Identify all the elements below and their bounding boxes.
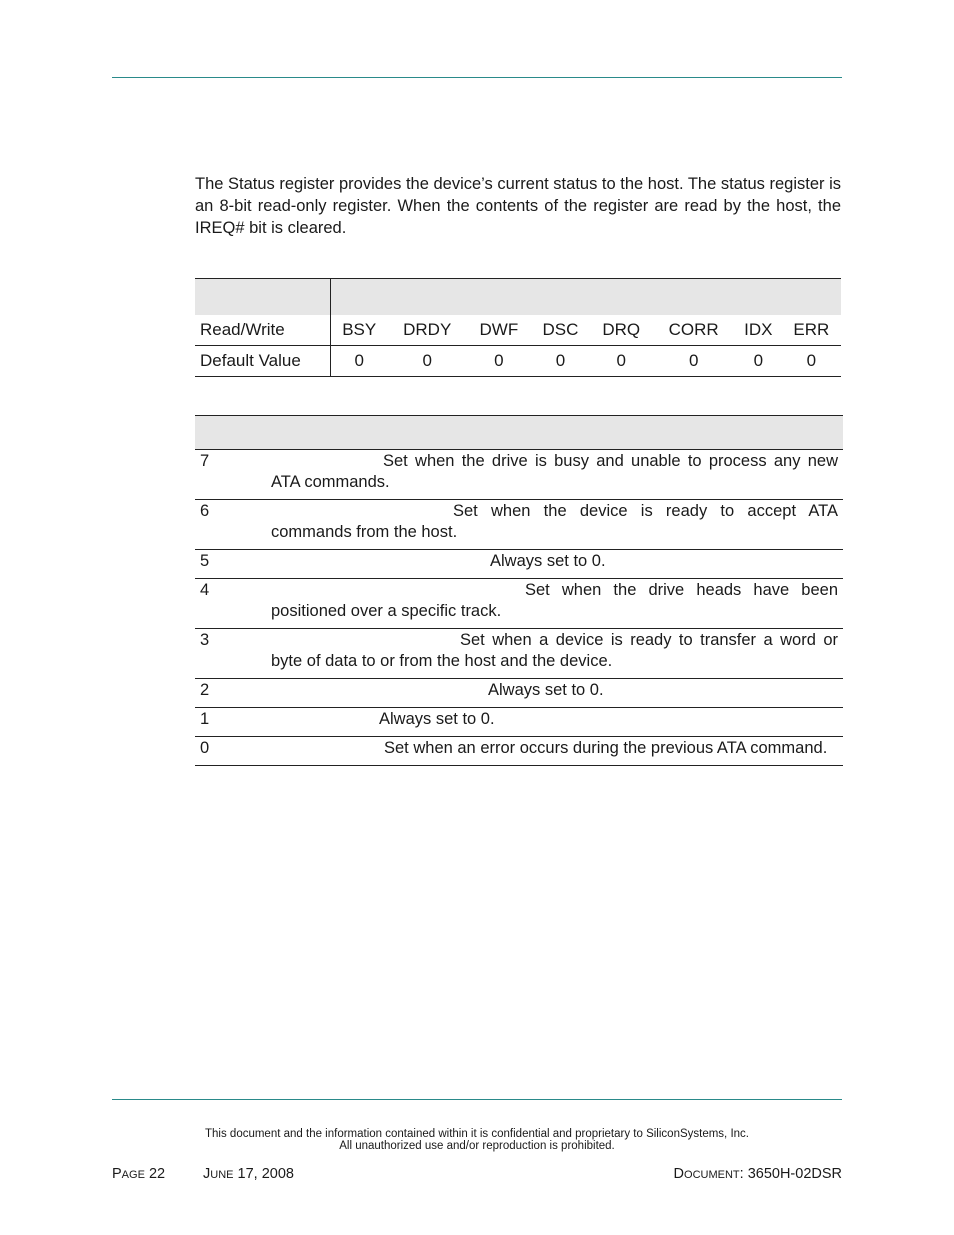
notice-line: This document and the information contained within it is confidential and proprietary to SiliconSystems, Inc. <box>205 1128 749 1140</box>
confidentiality-notice <box>112 1128 842 1152</box>
bit-number: 3 <box>195 629 271 679</box>
bit-description: Always set to 0. <box>271 550 843 579</box>
bit-row <box>195 500 843 550</box>
bit7-default: 0 <box>331 346 388 377</box>
bit-description: Always set to 0. <box>271 679 843 708</box>
bit-row <box>195 708 843 737</box>
bit3-default: 0 <box>590 346 652 377</box>
bit-number: 6 <box>195 500 271 550</box>
bit-number: 0 <box>195 737 271 766</box>
bit5-default: 0 <box>467 346 531 377</box>
bit-row <box>195 737 843 766</box>
status-register-table <box>195 278 841 377</box>
bit3-name: DRQ <box>590 315 652 346</box>
bit1-name: IDX <box>735 315 782 346</box>
bit5-name: DWF <box>467 315 531 346</box>
bit-description: Always set to 0. <box>271 708 843 737</box>
bit0-default: 0 <box>782 346 841 377</box>
header-rule <box>112 77 842 78</box>
bit-row <box>195 679 843 708</box>
bit6-name: DRDY <box>387 315 466 346</box>
register-row-default <box>195 346 841 377</box>
bit-number: 2 <box>195 679 271 708</box>
row-label: Read/Write <box>195 315 331 346</box>
bit-description: Set when the drive is busy and unable to process any new ATA commands. <box>271 450 843 500</box>
notice-line: All unauthorized use and/or reproduction is prohibited. <box>339 1140 615 1152</box>
description-header-row <box>195 416 843 450</box>
bit-number: 1 <box>195 708 271 737</box>
page-number: PAGE 22 <box>112 1166 166 1182</box>
bit-number: 7 <box>195 450 271 500</box>
bit2-name: CORR <box>652 315 735 346</box>
bit4-default: 0 <box>531 346 590 377</box>
bit2-default: 0 <box>652 346 735 377</box>
bit-description: Set when a device is ready to transfer a word or byte of data to or from the host and the device. <box>271 629 843 679</box>
bit-description: Set when an error occurs during the previous ATA command. <box>271 737 843 766</box>
row-label: Default Value <box>195 346 331 377</box>
bit-description: Set when the device is ready to accept ATA commands from the host. <box>271 500 843 550</box>
document-date: JUNE 17, 2008 <box>203 1166 294 1182</box>
footer-rule <box>112 1099 842 1100</box>
document-id: DOCUMENT: 3650H-02DSR <box>673 1166 842 1182</box>
bit-number: 4 <box>195 579 271 629</box>
bit4-name: DSC <box>531 315 590 346</box>
register-row-read-write <box>195 315 841 346</box>
bit-row <box>195 450 843 500</box>
bit0-name: ERR <box>782 315 841 346</box>
bit-row <box>195 550 843 579</box>
bit-number: 5 <box>195 550 271 579</box>
bit1-default: 0 <box>735 346 782 377</box>
bit7-name: BSY <box>331 315 388 346</box>
bit-row <box>195 629 843 679</box>
bit6-default: 0 <box>387 346 466 377</box>
bit-description-table <box>195 415 843 766</box>
intro-paragraph: The Status register provides the device’s current status to the host. The status register is an 8-bit read-only register. When the contents of the register are read by the host, the IREQ# bit is cleared. <box>195 174 841 237</box>
bit-row <box>195 579 843 629</box>
bit-description: Set when the drive heads have been positioned over a specific track. <box>271 579 843 629</box>
register-header-row <box>195 279 841 316</box>
